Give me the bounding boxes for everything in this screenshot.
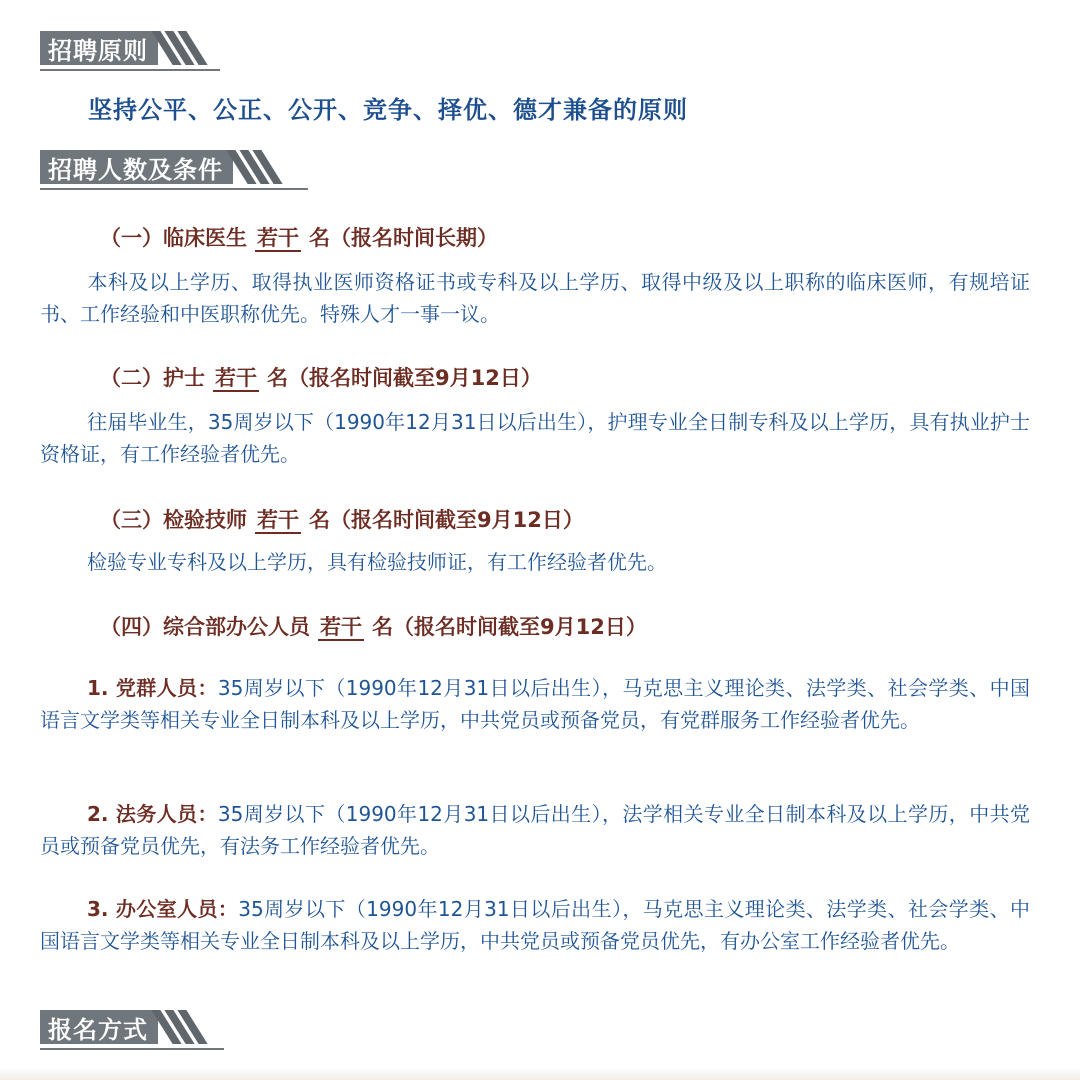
section-title: 招聘原则 bbox=[40, 31, 158, 65]
section-header-signup bbox=[40, 1008, 201, 1046]
role-text: 35周岁以下（1990年12月31日以后出生），马克思主义理论类、法学类、社会学类、中国语言文学类等相关专业全日制本科及以上学历，中共党员或预备党员，有党群服务工作经验者优先。 bbox=[40, 676, 1030, 732]
cut-off-content-edge bbox=[0, 1068, 1080, 1080]
category-name: （一）临床医生 bbox=[100, 226, 247, 250]
category-count: 若干 bbox=[257, 508, 299, 532]
header-underline bbox=[40, 1048, 224, 1050]
technician-requirements bbox=[40, 546, 1030, 578]
category-suffix: 名（报名时间截至9月12日） bbox=[372, 615, 647, 639]
office-role-legal bbox=[40, 798, 1030, 862]
role-label: 2. 法务人员： bbox=[87, 802, 218, 826]
paragraph-text: 检验专业专科及以上学历，具有检验技师证，有工作经验者优先。 bbox=[87, 550, 667, 574]
office-role-party bbox=[40, 672, 1030, 736]
principle-text: 坚持公平、公正、公开、竞争、择优、德才兼备的原则 bbox=[88, 96, 688, 124]
role-text: 35周岁以下（1990年12月31日以后出生），马克思主义理论类、法学类、社会学类、中国语言文学类等相关专业全日制本科及以上学历，中共党员或预备党员优先，有办公室工作经验者优先。 bbox=[40, 897, 1030, 953]
paragraph-text: 本科及以上学历、取得执业医师资格证书或专科及以上学历、取得中级及以上职称的临床医师，有规培证书、工作经验和中医职称优先。特殊人才一事一议。 bbox=[40, 270, 1030, 326]
header-stripes-decoration bbox=[237, 150, 276, 184]
category-title-technician bbox=[100, 504, 584, 534]
category-suffix: 名（报名时间截至9月12日） bbox=[309, 508, 584, 532]
role-text: 35周岁以下（1990年12月31日以后出生），法学相关专业全日制本科及以上学历，中共党员或预备党员优先，有法务工作经验者优先。 bbox=[40, 802, 1030, 858]
category-title-office bbox=[100, 611, 647, 641]
category-title-doctor bbox=[100, 222, 498, 252]
header-stripes-decoration bbox=[162, 1010, 201, 1044]
header-stripes-decoration bbox=[162, 31, 201, 65]
category-name: （四）综合部办公人员 bbox=[100, 615, 310, 639]
paragraph-text: 往届毕业生，35周岁以下（1990年12月31日以后出生），护理专业全日制专科及以上学历，具有执业护士资格证，有工作经验者优先。 bbox=[40, 410, 1030, 466]
nurse-requirements bbox=[40, 406, 1030, 470]
doctor-requirements bbox=[40, 266, 1030, 330]
role-label: 1. 党群人员： bbox=[87, 676, 218, 700]
category-suffix: 名（报名时间截至9月12日） bbox=[267, 366, 542, 390]
category-name: （二）护士 bbox=[100, 366, 205, 390]
header-underline bbox=[40, 188, 308, 190]
category-suffix: 名（报名时间长期） bbox=[309, 226, 498, 250]
role-label: 3. 办公室人员： bbox=[87, 897, 239, 921]
category-count: 若干 bbox=[320, 615, 362, 639]
category-name: （三）检验技师 bbox=[100, 508, 247, 532]
category-count: 若干 bbox=[257, 226, 299, 250]
category-title-nurse bbox=[100, 362, 542, 392]
section-header-principle bbox=[40, 29, 201, 67]
section-title: 招聘人数及条件 bbox=[40, 150, 233, 184]
header-underline bbox=[40, 69, 220, 71]
category-count: 若干 bbox=[215, 366, 257, 390]
office-role-admin bbox=[40, 893, 1030, 957]
section-header-positions bbox=[40, 148, 276, 186]
section-title: 报名方式 bbox=[40, 1010, 158, 1044]
